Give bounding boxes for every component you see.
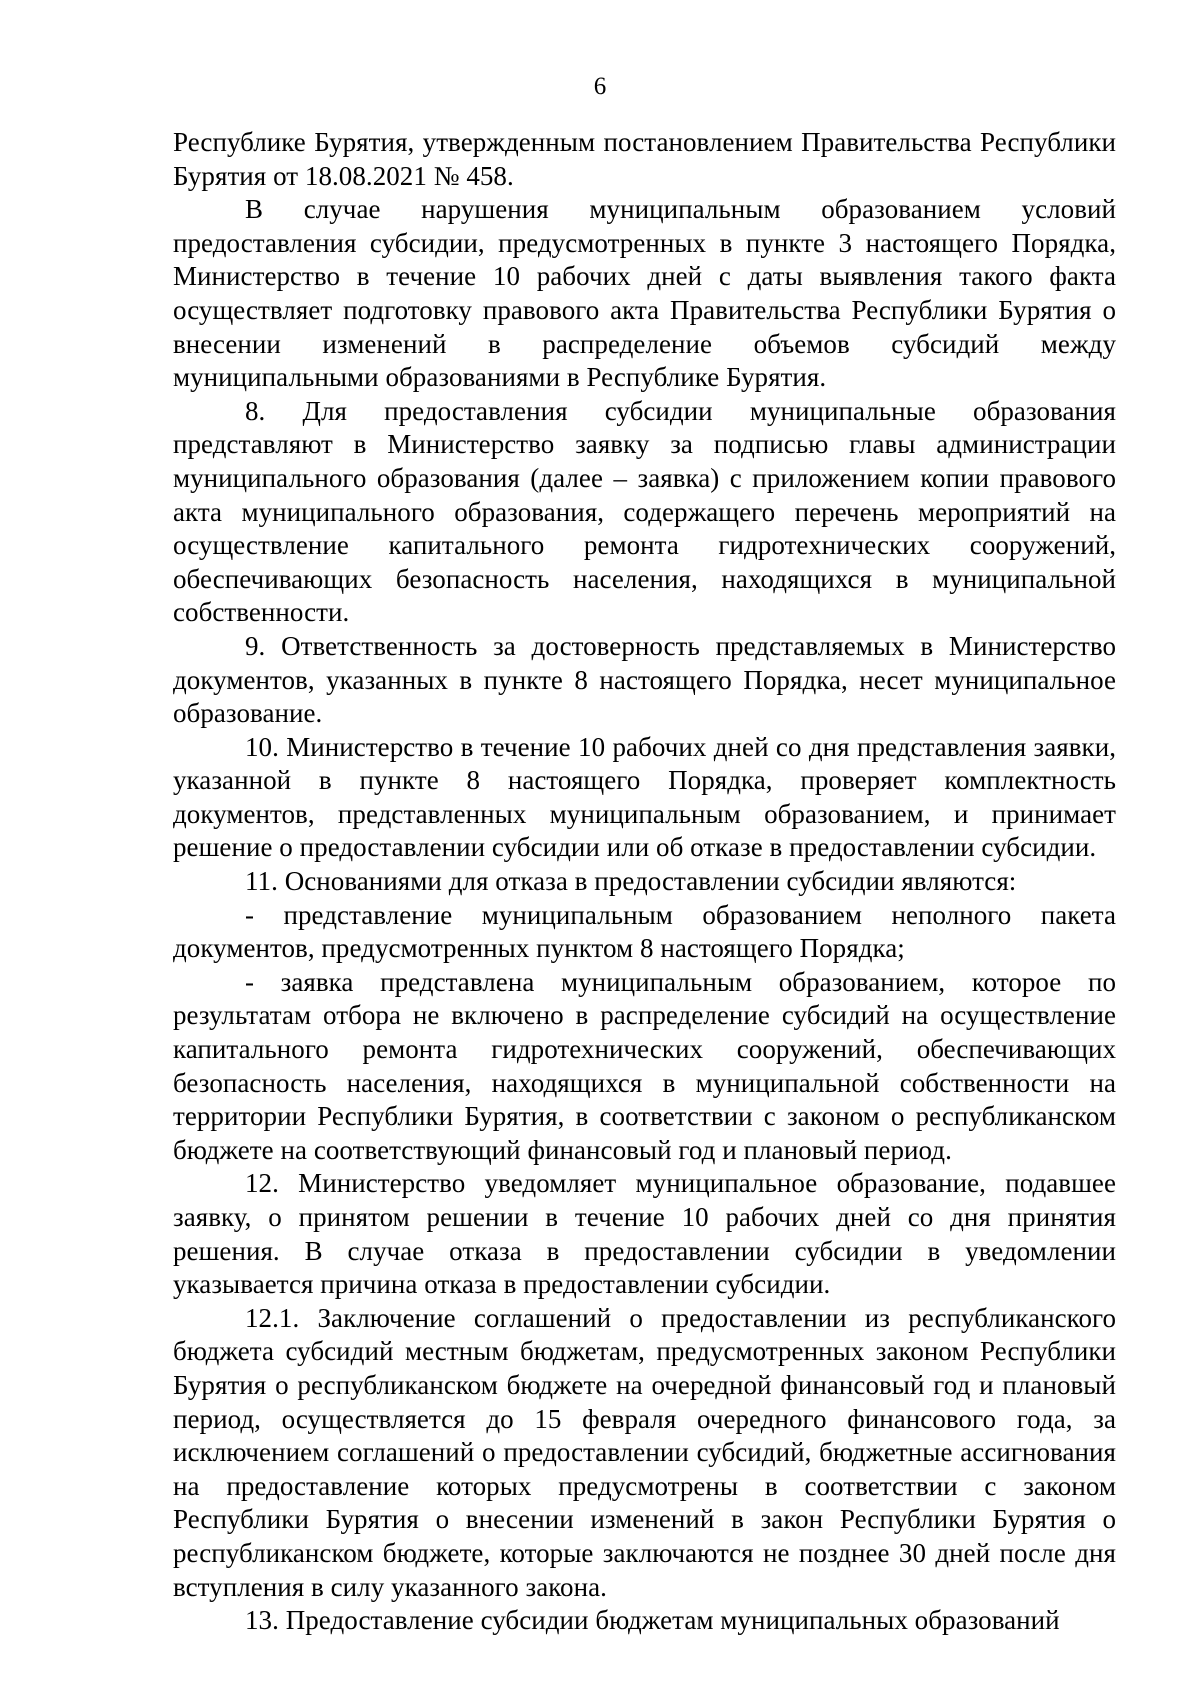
paragraph-item-10: 10. Министерство в течение 10 рабочих дней со дня представления заявки, указанной в пункте 8 настоящего Порядка, проверяет комплектность документов, представленных муниципальным образованием, и принимает решение о предоставлении субсидии или об отказе в предоставлении субсидии.: [173, 731, 1116, 863]
paragraph-item-8: 8. Для предоставления субсидии муниципальные образования представляют в Министерство заявку за подписью главы администрации муниципального образования (далее – заявка) с приложением копии правового акта муниципального образования, содержащего перечень мероприятий на осуществление капитального ремонта гидротехнических сооружений, обеспечивающих безопасность населения, находящихся в муниципальной собственности.: [173, 395, 1116, 628]
paragraph-item-11-bullet-1: - представление муниципальным образованием неполного пакета документов, предусмотренных пунктом 8 настоящего Порядка;: [173, 899, 1116, 964]
paragraph-item-9: 9. Ответственность за достоверность представляемых в Министерство документов, указанных в пункте 8 настоящего Порядка, несет муниципальное образование.: [173, 630, 1116, 729]
document-body: [173, 126, 1116, 1638]
paragraph-item-11: 11. Основаниями для отказа в предоставлении субсидии являются:: [245, 866, 1017, 897]
paragraph-item-13: 13. Предоставление субсидии бюджетам муниципальных образований: [245, 1605, 1060, 1636]
paragraph-violation: В случае нарушения муниципальным образованием условий предоставления субсидии, предусмотренных в пункте 3 настоящего Порядка, Министерство в течение 10 рабочих дней с даты выявления такого факта осуществляет подготовку правового акта Правительства Республики Бурятия о внесении изменений в распределение объемов субсидий между муниципальными образованиями в Республике Бурятия.: [173, 194, 1116, 393]
paragraph-item-12-1: 12.1. Заключение соглашений о предоставлении из республиканского бюджета субсидий местным бюджетам, предусмотренных законом Республики Бурятия о республиканском бюджете на очередной финансовый год и плановый период, осуществляется до 15 февраля очередного финансового года, за исключением соглашений о предоставлении субсидий, бюджетные ассигнования на предоставление которых предусмотрены в соответствии с законом Республики Бурятия о внесении изменений в закон Республики Бурятия о республиканском бюджете, которые заключаются не позднее 30 дней после дня вступления в силу указанного закона.: [173, 1302, 1116, 1602]
paragraph-item-11-bullet-2: - заявка представлена муниципальным образованием, которое по результатам отбора не включено в распределение субсидий на осуществление капитального ремонта гидротехнических сооружений, обеспечивающих безопасность населения, находящихся в муниципальной собственности на территории Республики Бурятия, в соответствии с законом о республиканском бюджете на соответствующий финансовый год и плановый период.: [173, 966, 1116, 1165]
paragraph-item-12: 12. Министерство уведомляет муниципальное образование, подавшее заявку, о принятом решении в течение 10 рабочих дней со дня принятия решения. В случае отказа в предоставлении субсидии в уведомлении указывается причина отказа в предоставлении субсидии.: [173, 1168, 1116, 1300]
page-number: 6: [593, 73, 607, 100]
paragraph-continuation: Республике Бурятия, утвержденным постановлением Правительства Республики Бурятия от 18.08.2021 № 458.: [173, 127, 1116, 191]
